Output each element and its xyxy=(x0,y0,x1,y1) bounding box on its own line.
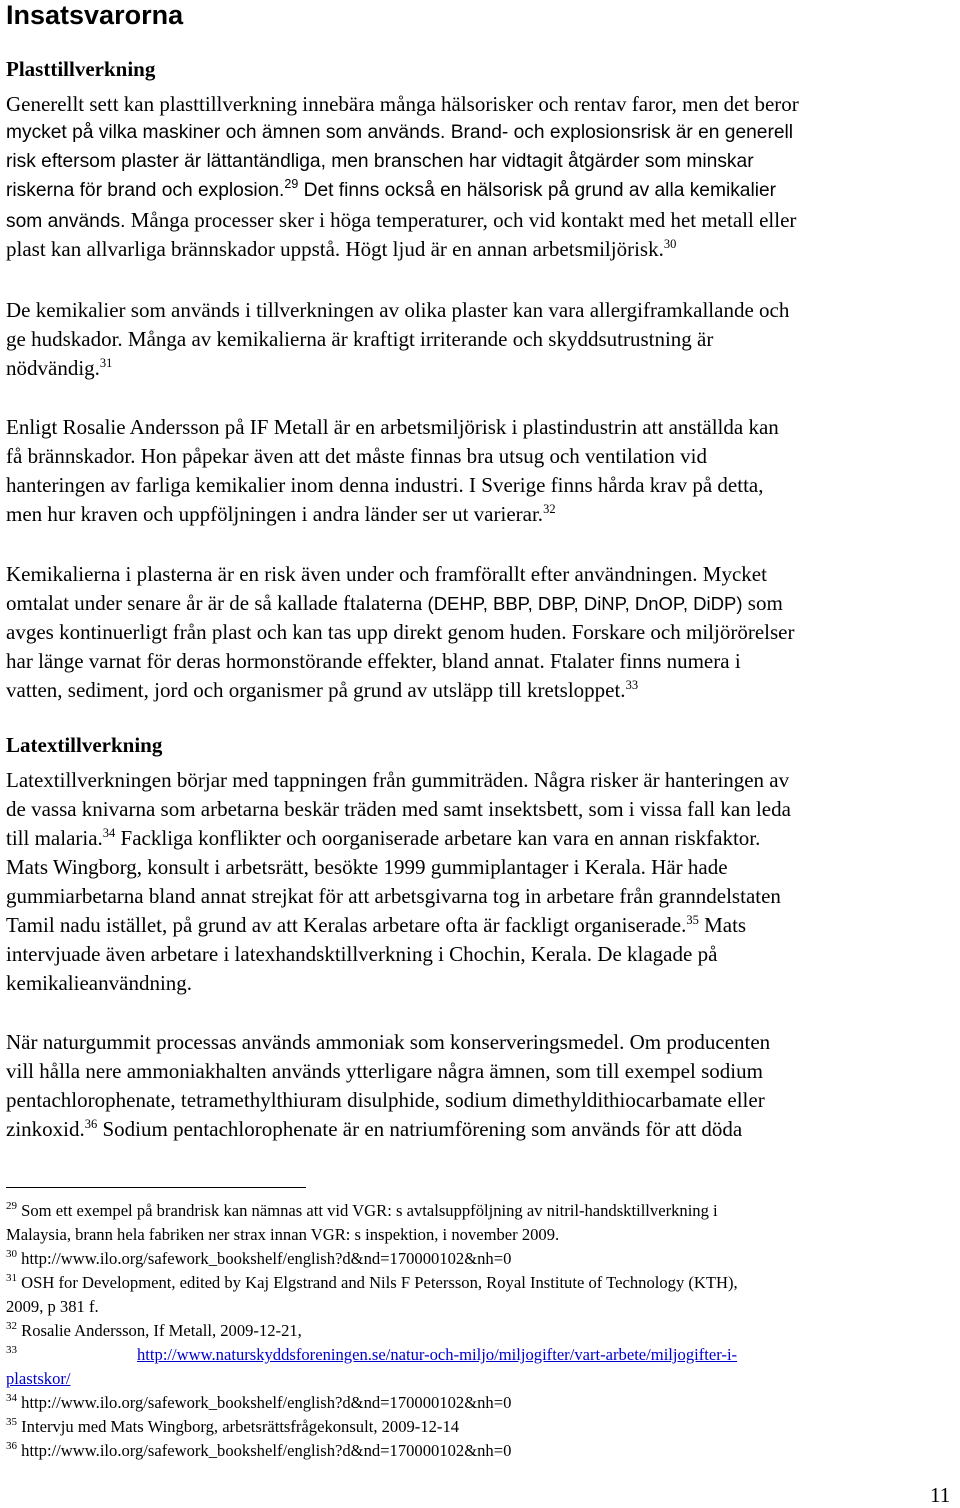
footnote-29-cont: Malaysia, brann hela fabriken ner strax innan VGR: s inspektion, i november 2009. xyxy=(6,1225,560,1244)
footnote-text: http://www.ilo.org/safework_bookshelf/english?d&nd=170000102&nh=0 xyxy=(17,1249,512,1268)
text-line: risk eftersom plaster är lättantändliga, men branschen har vidtagit åtgärder som minskar xyxy=(6,151,754,172)
text-line xyxy=(6,590,783,617)
footnote-number: 33 xyxy=(6,1344,17,1356)
text-line: avges kontinuerligt från plast och kan tas upp direkt genom huden. Forskare och miljörörelser xyxy=(6,620,795,644)
footnote-30 xyxy=(6,1248,511,1270)
footnote-text: Som ett exempel på brandrisk kan nämnas att vid VGR: s avtalsuppföljning av nitril-handsktillverkning i xyxy=(17,1201,718,1220)
text-line xyxy=(6,825,760,851)
footnote-number: 29 xyxy=(6,1200,17,1212)
text-span: vatten, sediment, jord och organismer på grund av utsläpp till kretsloppet. xyxy=(6,678,626,702)
text-line xyxy=(6,501,556,527)
footnote-text: http://www.ilo.org/safework_bookshelf/english?d&nd=170000102&nh=0 xyxy=(17,1393,512,1412)
footnote-ref-30: 30 xyxy=(663,237,677,251)
text-span: till malaria. xyxy=(6,826,103,850)
footnote-number: 31 xyxy=(6,1272,17,1284)
text-line xyxy=(6,207,796,235)
footnote-number: 34 xyxy=(6,1392,17,1404)
text-line xyxy=(6,355,112,381)
text-span: omtalat under senare år är de så kallade ftalaterna xyxy=(6,591,428,615)
text-line: Latextillverkningen börjar med tappningen från gummiträden. Några risker är hanteringen av xyxy=(6,768,790,792)
footnote-29 xyxy=(6,1200,718,1222)
text-span: Tamil nadu istället, på grund av att Keralas arbetare ofta är fackligt organiserade. xyxy=(6,913,687,937)
text-span: Mats xyxy=(698,913,747,937)
footnote-number: 32 xyxy=(6,1320,17,1332)
footnote-32 xyxy=(6,1320,302,1342)
footnote-33-link[interactable]: http://www.naturskyddsforeningen.se/natur-och-miljo/miljogifter/vart-arbete/miljogifter-i- xyxy=(137,1345,738,1364)
page-heading: Insatsvarorna xyxy=(6,0,184,30)
footnote-ref-29: 29 xyxy=(284,177,299,191)
text-line xyxy=(6,236,676,262)
text-span: men hur kraven och uppföljningen i andra länder ser ut varierar. xyxy=(6,502,544,526)
footnote-36 xyxy=(6,1440,511,1462)
section-title-latextillverkning: Latextillverkning xyxy=(6,733,163,757)
text-span: Sodium pentachlorophenate är en natriumförening som används för att döda xyxy=(97,1117,743,1141)
text-line: har länge varnat för deras hormonstörande effekter, bland annat. Ftalater finns numera i xyxy=(6,649,741,673)
footnote-text: Rosalie Andersson, If Metall, 2009-12-21, xyxy=(17,1321,302,1340)
text-line: Kemikalierna i plasterna är en risk även under och framförallt efter användningen. Mycket xyxy=(6,562,767,586)
footnote-33-cont xyxy=(6,1368,71,1390)
text-line: få brännskador. Hon påpekar även att det måste finnas bra utsug och ventilation vid xyxy=(6,444,707,468)
footnote-ref-31: 31 xyxy=(99,356,113,370)
text-line: kemikalieanvändning. xyxy=(6,971,193,995)
footnote-text: http://www.ilo.org/safework_bookshelf/english?d&nd=170000102&nh=0 xyxy=(17,1441,512,1460)
text-line: gummiarbetarna bland annat strejkat för att arbetsgivarna tog in arbetare från granndelstaten xyxy=(6,884,781,908)
footnote-33 xyxy=(6,1344,737,1366)
text-line: Generellt sett kan plasttillverkning innebära många hälsorisker och rentav faror, men det beror xyxy=(6,92,799,116)
text-span: Många processer sker i höga temperaturer, och vid kontakt med het metall eller xyxy=(125,208,797,232)
text-line: intervjuade även arbetare i latexhandsktillverkning i Chochin, Kerala. De klagade på xyxy=(6,942,718,966)
footnote-ref-33: 33 xyxy=(625,678,639,692)
footnote-ref-32: 32 xyxy=(543,502,556,516)
footnote-ref-34: 34 xyxy=(102,826,116,840)
text-line: vill hålla nere ammoniakhalten används ytterligare några ämnen, som till exempel sodium xyxy=(6,1059,763,1083)
footnote-35 xyxy=(6,1416,459,1438)
text-span: riskerna för brand och explosion. xyxy=(6,180,285,201)
text-span: plast kan allvarliga brännskador uppstå. Högt ljud är en annan arbetsmiljörisk. xyxy=(6,237,664,261)
footnote-number: 30 xyxy=(6,1248,17,1260)
footnote-number: 35 xyxy=(6,1416,17,1428)
footnote-31 xyxy=(6,1272,738,1294)
text-span: som xyxy=(742,591,783,615)
footnote-33-link-cont[interactable]: plastskor/ xyxy=(6,1369,71,1388)
text-line: pentachlorophenate, tetramethylthiuram disulphide, sodium dimethyldithiocarbamate eller xyxy=(6,1088,765,1112)
page-number: 11 xyxy=(930,1483,951,1507)
text-span: Fackliga konflikter och oorganiserade arbetare kan vara en annan riskfaktor. xyxy=(115,826,761,850)
text-span: som används. xyxy=(6,211,126,232)
footnote-ref-36: 36 xyxy=(84,1117,98,1131)
footnote-ref-35: 35 xyxy=(686,913,699,927)
text-line xyxy=(6,178,776,204)
section-title-plasttillverkning: Plasttillverkning xyxy=(6,57,156,81)
text-line: hanteringen av farliga kemikalier inom denna industri. I Sverige finns hårda krav på detta, xyxy=(6,473,764,497)
text-span: zinkoxid. xyxy=(6,1117,85,1141)
text-line: De kemikalier som används i tillverkningen av olika plaster kan vara allergiframkallande och xyxy=(6,298,790,322)
footnote-34 xyxy=(6,1392,511,1414)
text-line: När naturgummit processas används ammoniak som konserveringsmedel. Om producenten xyxy=(6,1030,771,1054)
text-line: Mats Wingborg, konsult i arbetsrätt, besökte 1999 gummiplantager i Kerala. Här hade xyxy=(6,855,728,879)
footnote-separator xyxy=(6,1187,306,1188)
footnote-text: Intervju med Mats Wingborg, arbetsrättsfrågekonsult, 2009-12-14 xyxy=(17,1417,460,1436)
text-line xyxy=(6,677,638,703)
footnote-text: OSH for Development, edited by Kaj Elgstrand and Nils F Petersson, Royal Institute of Technology (KTH), xyxy=(17,1273,738,1292)
text-line: de vassa knivarna som arbetarna beskär träden med samt insektsbett, som i vissa fall kan leda xyxy=(6,797,791,821)
footnote-number: 36 xyxy=(6,1440,17,1452)
text-span: nödvändig. xyxy=(6,356,100,380)
text-line: mycket på vilka maskiner och ämnen som används. Brand- och explosionsrisk är en generell xyxy=(6,122,794,143)
ftalater-list: (DEHP, BBP, DBP, DiNP, DnOP, DiDP) xyxy=(427,593,743,614)
text-line: ge hudskador. Många av kemikalierna är kraftigt irriterande och skyddsutrustning är xyxy=(6,327,714,351)
text-line xyxy=(6,912,746,938)
footnote-31-cont: 2009, p 381 f. xyxy=(6,1297,99,1316)
text-span: Det finns också en hälsorisk på grund av alla kemikalier xyxy=(298,180,777,201)
text-line xyxy=(6,1116,742,1142)
text-line: Enligt Rosalie Andersson på IF Metall är en arbetsmiljörisk i plastindustrin att anställda kan xyxy=(6,415,779,439)
